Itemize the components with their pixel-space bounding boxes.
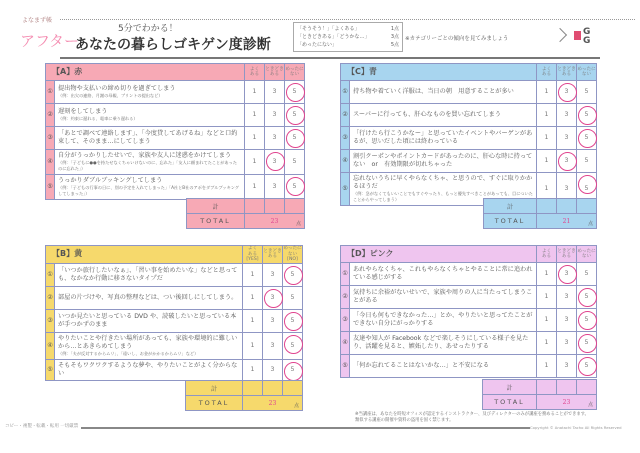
subtotal-cell[interactable] [263,381,283,396]
subtotal-cell[interactable] [285,199,305,214]
total-box-a [186,198,305,229]
points-unit: 点 [587,402,593,408]
score-option[interactable]: 1 [243,286,263,309]
score-option[interactable]: 3 [263,359,283,380]
question-text: 「行けたら行こうかなー」と思っていたイベントやバーゲンがあるが、思いだした頃には終わっている [353,130,533,145]
question-text: 自分がうっかりしたせいで、家族や友人に迷惑をかけてしまう [58,152,232,159]
total-value: 23 [562,398,571,406]
subtotal-label: 計 [187,199,245,214]
question-index: ① [46,81,55,104]
score-option[interactable]: 3 [557,286,577,309]
score-option[interactable]: 1 [537,127,557,150]
score-option[interactable]: 3 [557,332,577,355]
score-option-circled[interactable]: 5 [285,81,305,104]
question-example: （例：「夫が反対するからムリ」、「遠いし、お金がかかるからムリ」など） [58,350,199,356]
subtotal-cell[interactable] [283,381,303,396]
score-option[interactable]: 1 [537,150,557,173]
legend-label: 「そうそう！」「よくある」 [297,26,360,32]
score-option-circled[interactable]: 5 [577,104,597,127]
score-option[interactable]: 3 [557,355,577,378]
column-header: めったに ない [577,64,597,81]
question-row [341,263,597,286]
column-header: めったに ない [577,246,597,263]
question-index: ⑤ [341,173,350,206]
score-option[interactable]: 3 [557,127,577,150]
question-row [46,263,303,286]
column-header: よく ある [YES] [243,246,263,264]
column-header: めったに ない [285,64,305,81]
copyright: Copyright © Anatachi Tacho All Rights Reserved [530,425,622,430]
question-index: ② [46,286,55,309]
total-value: 21 [562,217,571,225]
score-option[interactable]: 5 [577,81,597,104]
column-header: ときどき ある [557,64,577,81]
section-label: 【D】ピンク [341,246,537,263]
question-row [46,359,303,380]
column-header: よく ある [245,64,265,81]
question-row [46,175,305,200]
question-text: 「今日も何もできなかった…」とか、やりたいと思ってたことができない自分にがっかりする [353,312,533,327]
question-index: ② [341,286,350,309]
total-label: TOTAL [186,396,243,411]
subtotal-cell[interactable] [537,199,557,214]
section-c [340,63,597,206]
total-box-b [185,380,303,411]
column-header: ときどき ある [557,246,577,263]
subtotal-cell[interactable] [577,380,597,395]
score-option[interactable]: 1 [537,309,557,332]
question-row [341,127,597,150]
question-index: ③ [46,127,55,150]
question-example: （例：「子どもに●●を持たせなくちゃいけないのに、忘れた」「友人に頼まれてたことがあったのに忘れた」） [58,160,237,171]
subtotal-cell[interactable] [557,380,577,395]
question-text: 持ち物や着ていく洋服は、当日の朝 用意することが多い [353,88,514,95]
question-text: 遅刻をしてしまう [58,108,108,115]
score-option-circled[interactable]: 5 [577,309,597,332]
points-unit: 点 [295,221,301,227]
question-row [341,286,597,309]
score-option[interactable]: 3 [265,104,285,127]
subtotal-label: 計 [484,199,537,214]
subtotal-cell[interactable] [537,380,557,395]
question-row [46,127,305,150]
question-row [46,81,305,104]
score-option[interactable]: 1 [243,263,263,286]
page-title: あなたの暮らしゴキゲン度診断 [75,37,271,53]
column-header: めったに ない [NO] [283,246,302,262]
total-label: TOTAL [483,395,537,410]
question-index: ④ [341,150,350,173]
section-a [45,63,305,200]
total-field[interactable] [243,396,303,411]
question-row [341,309,597,332]
score-option[interactable]: 3 [557,104,577,127]
question-text: 忘れないうちに早くやらなくちゃ、と思うので、すぐに取りかかるほうだ [353,175,533,190]
score-option-circled[interactable]: 5 [283,359,303,380]
score-option-circled[interactable]: 5 [577,355,597,378]
question-text: スーパーに行っても、肝心なものを買い忘れてしまう [353,111,501,118]
section-label: 【C】青 [341,64,537,81]
question-text: うっかりダブルブッキングしてしまう [58,177,163,184]
score-option[interactable]: 1 [243,309,263,332]
question-text: 友達や知人が Facebook などで楽しそうにしている様子を見たり、活躍を見ると、嫉妬したり、あせったりする [353,335,529,350]
question-index: ⑤ [46,359,55,380]
question-text: 「いつか旅行したいなぁ」、「習い事を始めたいな」などと思っても、なかなか行動に移さないタイプだ [58,266,238,282]
question-row [341,104,597,127]
question-index: ③ [46,309,55,332]
question-index: ① [341,81,350,104]
question-text: 「あとで調べて連絡します」、「今度貸してあげるね」などと口約束して、そのまま…にしてしまう [58,130,238,145]
total-value: 23 [268,399,277,407]
question-index: ① [46,263,55,286]
question-text: あれやらなくちゃ、これもやらなくちゃとやることに常に追われている感じがする [353,266,533,281]
legend-points: 1点 [390,26,399,32]
subtotal-cell[interactable] [265,199,285,214]
dotted-divider [60,19,635,20]
score-option[interactable]: 1 [537,332,557,355]
question-row [341,332,597,355]
score-option[interactable]: 1 [537,81,557,104]
question-index: ⑤ [46,175,55,200]
score-option[interactable]: 3 [265,127,285,150]
question-row [46,104,305,127]
score-option-circled[interactable]: 5 [577,286,597,309]
score-option-circled[interactable]: 3 [557,81,577,104]
scoring-legend [293,22,403,52]
question-text: 気持ちに余裕がないせいで、家族や周りの人に当たってしまうことがある [353,289,533,304]
arrow-icon [553,28,567,42]
column-header: ときどき ある [265,64,285,81]
column-header: ときどき ある [263,246,283,264]
points-unit: 点 [293,403,299,409]
subtotal-label: 計 [483,380,537,395]
subtotal-label: 計 [186,381,243,396]
question-text: 割引クーポンやポイントカードがあったのに、肝心な時に持ってない or 有効期限が切れちゃった [353,153,533,168]
score-option[interactable]: 1 [245,127,265,150]
question-index: ③ [341,127,350,150]
question-text: 提出物や支払いの締め切りを過ぎてしまう [58,85,176,92]
score-option-circled[interactable]: 5 [577,332,597,355]
legend-label: 「ときどきある」「どうかな…」 [297,34,370,40]
score-option-circled[interactable]: 3 [263,286,283,309]
score-option[interactable]: 1 [245,175,265,200]
total-box-c [483,198,597,229]
question-text: 部屋の片づけや、写真の整理などは、つい後回しにしてしまう。 [58,293,238,301]
score-option[interactable]: 1 [537,104,557,127]
subtotal-cell[interactable] [243,381,263,396]
total-value: 23 [270,217,279,225]
total-label: TOTAL [484,214,537,229]
section-d [340,245,597,378]
category-hint: ※カテゴリーごとの傾向を見てみましょう [405,36,509,42]
total-box-d [482,379,597,410]
score-option[interactable]: 3 [265,81,285,104]
score-option-circled[interactable]: 5 [285,104,305,127]
question-example: （例：「子どもの行事の日に、別の予定を入れてしまった」「A社とB社のアポをダブルブッキングしてしまった」） [58,185,240,196]
total-field[interactable] [537,395,597,410]
legend-points: 5点 [390,42,399,48]
score-option-circled[interactable]: 5 [283,263,303,286]
score-option-circled[interactable]: 5 [577,127,597,150]
question-index: ④ [46,332,55,359]
score-option[interactable]: 1 [245,104,265,127]
score-option[interactable]: 1 [537,263,557,286]
score-option[interactable]: 1 [537,355,557,378]
logo: よなまず帳 [22,17,53,24]
question-row [341,81,597,104]
question-example: （例：約束に遅れる、電車に乗り遅れる） [58,116,138,121]
score-option-circled[interactable]: 3 [557,150,577,173]
subtotal-cell[interactable] [245,199,265,214]
score-option[interactable]: 1 [537,286,557,309]
question-index: ⑤ [341,355,350,378]
question-example: （例：出欠の連絡、月謝の母親、プリントの提出など） [58,93,163,98]
score-option[interactable]: 3 [265,175,285,200]
score-option-circled[interactable]: 5 [283,332,303,359]
score-option[interactable]: 5 [285,150,305,175]
score-option[interactable]: 1 [245,150,265,175]
legend-label: 「めったにない」 [297,42,337,48]
question-index: ③ [341,309,350,332]
score-option[interactable]: 1 [243,332,263,359]
score-option-circled[interactable]: 5 [283,309,303,332]
question-example: （例：急がなくてもいいことでもすぐやったり、もっと優先すべきことがあっても、目についたことからやってしまう） [353,191,533,202]
footer-rule [60,427,600,429]
score-option[interactable]: 3 [263,332,283,359]
question-row [46,150,305,175]
score-option[interactable]: 3 [557,309,577,332]
question-row [341,150,597,173]
question-index: ① [341,263,350,286]
question-index: ② [46,104,55,127]
score-option-circled[interactable]: 5 [285,175,305,200]
question-text: やりたいことや行きたい場所があっても、家族や環境的に難しいから…とあきらめてしまう [58,334,238,350]
question-text: いつか見たいと思っている DVD や、読破したいと思っている本が手つかずのまま [58,312,237,328]
question-row [46,286,303,309]
score-option-circled[interactable]: 3 [557,263,577,286]
category-grid-icon: G G [572,27,594,47]
score-option[interactable]: 1 [537,173,557,206]
column-header: よく ある [537,64,557,81]
question-index: ④ [341,332,350,355]
copy-prohibited-note: コピー・複製・転載・転用 一切厳禁 [5,423,81,429]
header-rule [60,57,600,59]
score-option[interactable]: 1 [243,359,263,380]
subtotal-cell[interactable] [577,199,597,214]
question-row [46,332,303,359]
subtotal-cell[interactable] [557,199,577,214]
question-text: そもそもワクワクするような夢や、やりたいことがよく分からない [58,361,238,377]
score-option-circled[interactable]: 3 [265,150,285,175]
question-row [46,309,303,332]
score-option[interactable]: 3 [557,173,577,206]
disclaimer-note: ※当講座は、あなたを時短オフィスが認定するインストラクター、及びディレクターのみが講座を務めることができます。 類似する講座の開催や資料の盗用を固く禁じます。 [355,412,589,423]
score-option[interactable]: 1 [245,81,265,104]
column-header: よく ある [537,246,557,263]
after-handwritten-label: アフター [20,32,79,50]
legend-points: 3点 [390,34,399,40]
section-label: 【B】黄 [46,246,243,264]
score-option[interactable]: 5 [577,150,597,173]
page-subtitle: 5分でわかる！ [118,24,178,34]
question-index: ④ [46,150,55,175]
section-label: 【A】赤 [46,64,245,81]
score-option[interactable]: 3 [263,309,283,332]
question-text: 「何か忘れてることはないかな…」と不安になる [353,362,490,369]
score-option-circled[interactable]: 5 [577,173,597,206]
total-label: TOTAL [187,214,245,229]
score-option[interactable]: 5 [283,286,303,309]
points-unit: 点 [587,221,593,227]
total-field[interactable] [245,214,305,229]
question-row [341,355,597,378]
score-option-circled[interactable]: 5 [285,127,305,150]
score-option[interactable]: 5 [577,263,597,286]
section-b [45,245,303,381]
score-option[interactable]: 3 [263,263,283,286]
total-field[interactable] [537,214,597,229]
question-index: ② [341,104,350,127]
